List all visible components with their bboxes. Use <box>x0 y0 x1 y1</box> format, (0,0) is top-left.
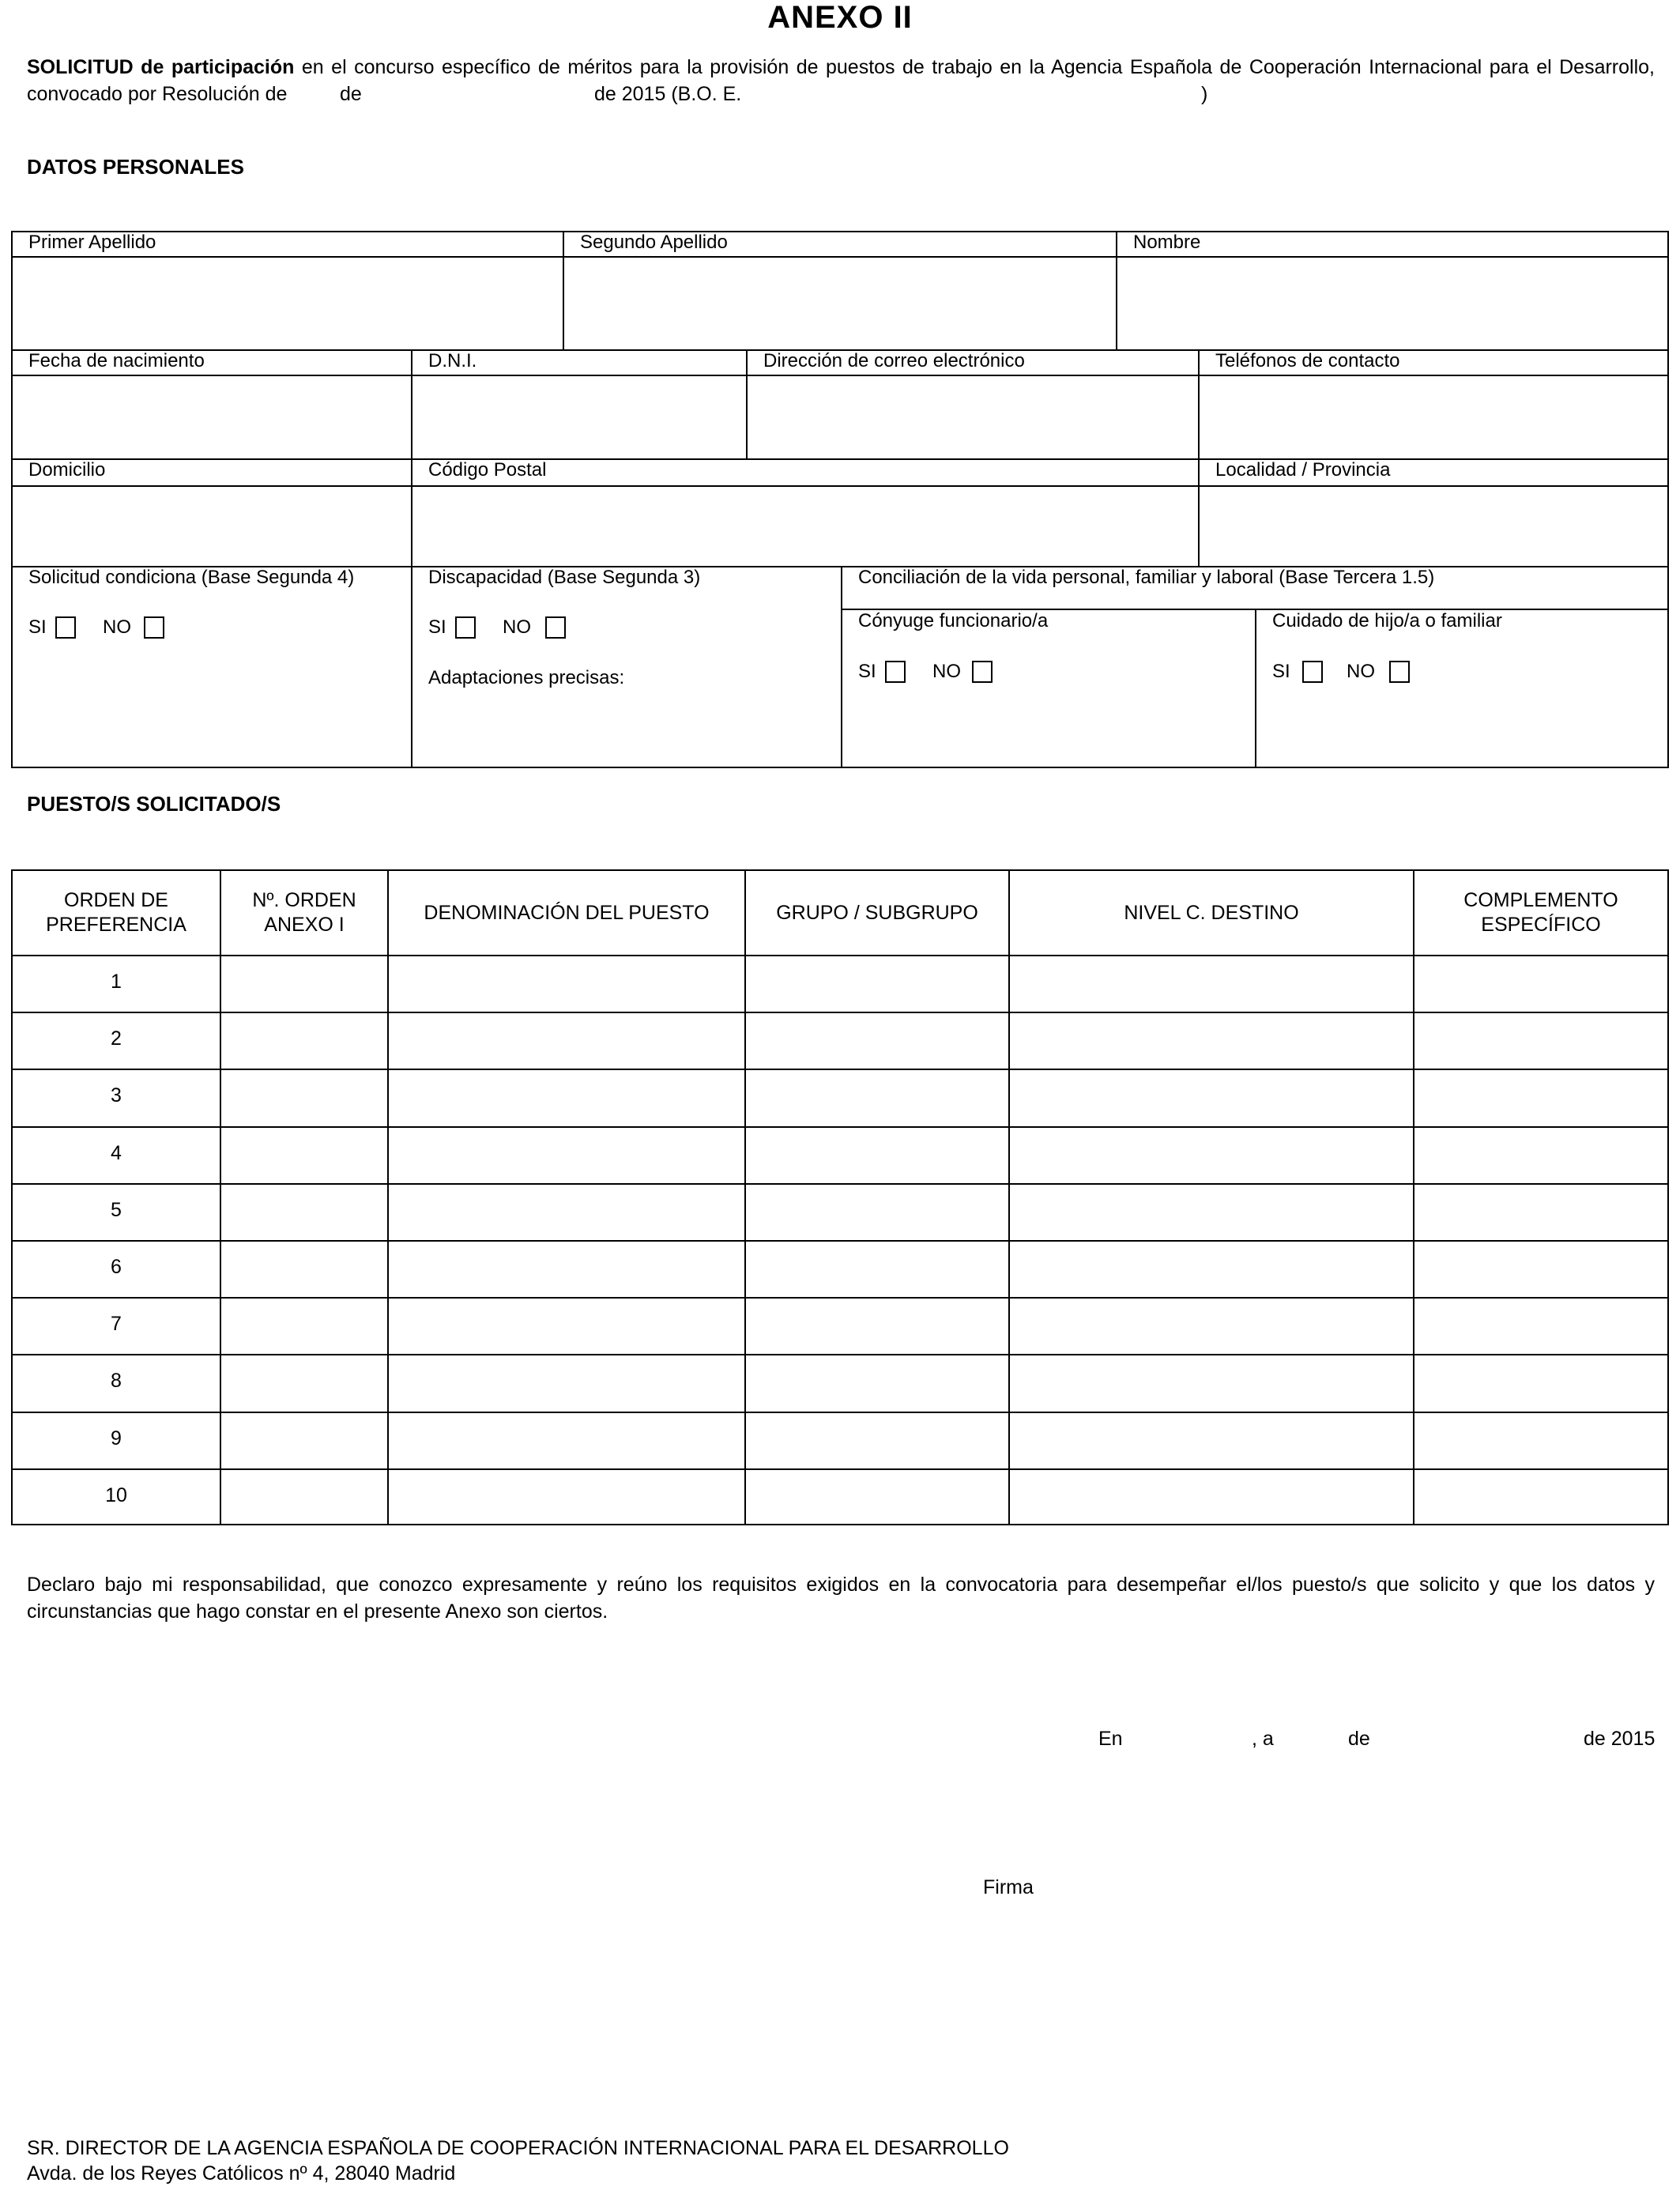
table-cell-input[interactable] <box>746 1185 1007 1238</box>
table-cell-input[interactable] <box>1414 1470 1667 1524</box>
table-cell-input[interactable] <box>1010 1242 1411 1295</box>
table-cell-input[interactable] <box>746 1013 1007 1067</box>
table-cell-input[interactable] <box>746 1299 1007 1352</box>
table-cell-input[interactable] <box>221 1013 386 1067</box>
section-datos-personales: DATOS PERSONALES <box>27 155 244 179</box>
field-fecha-nacimiento[interactable] <box>13 376 409 457</box>
row-number: 9 <box>111 1427 122 1449</box>
field-nombre[interactable] <box>1117 258 1667 348</box>
checkbox-condiciona-no[interactable] <box>144 616 164 639</box>
label-domicilio: Domicilio <box>28 459 106 481</box>
header-nivel: NIVEL C. DESTINO <box>1124 901 1299 924</box>
table-cell-input[interactable] <box>1414 1242 1667 1295</box>
label-primer-apellido: Primer Apellido <box>28 232 156 253</box>
table-cell-input[interactable] <box>1414 1355 1667 1409</box>
table-cell-input[interactable] <box>389 1355 743 1409</box>
table-cell-input[interactable] <box>389 1128 743 1182</box>
intro-bold: SOLICITUD de participación <box>27 56 295 78</box>
row-number: 4 <box>111 1142 122 1164</box>
row-number: 8 <box>111 1370 122 1392</box>
table-cell-input[interactable] <box>1414 1128 1667 1182</box>
field-segundo-apellido[interactable] <box>564 258 1114 348</box>
checkbox-condiciona-si[interactable] <box>55 616 76 639</box>
intro-close: ) <box>1201 83 1208 105</box>
checkbox-discapacidad-no[interactable] <box>545 616 566 639</box>
table-cell-input[interactable] <box>746 1128 1007 1182</box>
field-email[interactable] <box>748 376 1196 457</box>
header-grupo: GRUPO / SUBGRUPO <box>776 901 978 924</box>
label-no: NO <box>1347 661 1375 682</box>
checkbox-conyuge-no[interactable] <box>972 661 993 683</box>
table-cell-input[interactable] <box>746 1413 1007 1467</box>
table-cell-input[interactable] <box>389 1013 743 1067</box>
label-fecha-nacimiento: Fecha de nacimiento <box>28 350 205 371</box>
table-cell-input[interactable] <box>389 1242 743 1295</box>
label-email: Dirección de correo electrónico <box>763 350 1025 371</box>
label-no: NO <box>503 616 531 638</box>
label-telefonos: Teléfonos de contacto <box>1215 350 1400 371</box>
field-codigo-postal[interactable] <box>412 487 1196 564</box>
label-adaptaciones: Adaptaciones precisas: <box>428 667 625 688</box>
table-cell-input[interactable] <box>221 1355 386 1409</box>
table-cell-input[interactable] <box>221 1470 386 1524</box>
table-cell-input[interactable] <box>221 1128 386 1182</box>
label-si: SI <box>28 616 47 638</box>
table-cell-input[interactable] <box>389 1470 743 1524</box>
document-title: ANEXO II <box>767 0 913 35</box>
footer-address: Avda. de los Reyes Católicos nº 4, 28040 Madrid <box>27 2162 456 2185</box>
table-cell-input[interactable] <box>1414 1070 1667 1124</box>
table-cell-input[interactable] <box>1010 1355 1411 1409</box>
table-cell-input[interactable] <box>746 1242 1007 1295</box>
place-de: de <box>1348 1728 1370 1750</box>
field-localidad[interactable] <box>1200 487 1667 564</box>
table-cell-input[interactable] <box>221 1299 386 1352</box>
table-cell-input[interactable] <box>1414 1185 1667 1238</box>
row-number: 7 <box>111 1313 122 1335</box>
label-conyuge: Cónyuge funcionario/a <box>858 610 1049 631</box>
label-cuidado: Cuidado de hijo/a o familiar <box>1272 610 1502 631</box>
table-cell-input[interactable] <box>1010 1299 1411 1352</box>
table-cell-input[interactable] <box>1414 1013 1667 1067</box>
table-cell-input[interactable] <box>1010 1470 1411 1524</box>
place-year: de 2015 <box>1584 1728 1656 1750</box>
row-number: 5 <box>111 1199 122 1221</box>
row-number: 10 <box>105 1484 127 1506</box>
field-domicilio[interactable] <box>13 487 409 564</box>
checkbox-cuidado-si[interactable] <box>1302 661 1323 683</box>
signature-label: Firma <box>983 1876 1034 1898</box>
place-en: En <box>1098 1728 1123 1750</box>
table-cell-input[interactable] <box>1010 1128 1411 1182</box>
table-cell-input[interactable] <box>1010 1070 1411 1124</box>
table-cell-input[interactable] <box>746 956 1007 1010</box>
table-cell-input[interactable] <box>389 1070 743 1124</box>
footer-addressee: SR. DIRECTOR DE LA AGENCIA ESPAÑOLA DE COOPERACIÓN INTERNACIONAL PARA EL DESARROLLO <box>27 2137 1009 2159</box>
checkbox-conyuge-si[interactable] <box>885 661 906 683</box>
row-number: 2 <box>111 1027 122 1050</box>
label-codigo-postal: Código Postal <box>428 459 547 481</box>
header-denominacion: DENOMINACIÓN DEL PUESTO <box>424 901 710 924</box>
intro-boe: de 2015 (B.O. E. <box>594 83 742 105</box>
label-localidad: Localidad / Provincia <box>1215 459 1391 481</box>
table-cell-input[interactable] <box>389 1413 743 1467</box>
label-no: NO <box>103 616 131 638</box>
label-solicitud-condiciona: Solicitud condiciona (Base Segunda 4) <box>28 567 355 588</box>
table-cell-input[interactable] <box>221 1242 386 1295</box>
table-cell-input[interactable] <box>1414 1299 1667 1352</box>
table-cell-input[interactable] <box>221 1413 386 1467</box>
table-cell-input[interactable] <box>1010 1013 1411 1067</box>
label-si: SI <box>428 616 446 638</box>
table-cell-input[interactable] <box>1414 956 1667 1010</box>
label-si: SI <box>1272 661 1290 682</box>
table-cell-input[interactable] <box>746 1070 1007 1124</box>
label-discapacidad: Discapacidad (Base Segunda 3) <box>428 567 701 588</box>
intro-de: de <box>340 83 362 105</box>
checkbox-discapacidad-si[interactable] <box>455 616 476 639</box>
field-dni[interactable] <box>412 376 744 457</box>
row-number: 3 <box>111 1084 122 1106</box>
label-nombre: Nombre <box>1133 232 1201 253</box>
row-number: 6 <box>111 1256 122 1278</box>
label-dni: D.N.I. <box>428 350 477 371</box>
intro-paragraph <box>27 54 1655 107</box>
field-telefonos[interactable] <box>1200 376 1667 457</box>
label-no: NO <box>932 661 961 682</box>
table-cell-input[interactable] <box>389 956 743 1010</box>
table-cell-input[interactable] <box>389 1185 743 1238</box>
label-conciliacion: Conciliación de la vida personal, familiar y laboral (Base Tercera 1.5) <box>858 567 1435 588</box>
table-cell-input[interactable] <box>1010 1185 1411 1238</box>
declaration-text: Declaro bajo mi responsabilidad, que conozco expresamente y reúno los requisitos exigidos en la convocatoria para desempeñar el/los puesto/s que solicito y que los datos y circunstancias que hago constar en el presente Anexo son ciertos. <box>27 1574 1655 1623</box>
table-cell-input[interactable] <box>221 1185 386 1238</box>
row-number: 1 <box>111 971 122 993</box>
intro-text: en el concurso específico de méritos para la provisión de puestos de trabajo en la Agencia Española de Cooperación Internacional para el Desarrollo, <box>301 56 1655 78</box>
label-si: SI <box>858 661 876 682</box>
table-cell-input[interactable] <box>221 956 386 1010</box>
header-orden-preferencia: ORDEN DE PREFERENCIA <box>46 889 186 936</box>
table-cell-input[interactable] <box>746 1355 1007 1409</box>
table-cell-input[interactable] <box>1010 1413 1411 1467</box>
label-segundo-apellido: Segundo Apellido <box>580 232 728 253</box>
table-cell-input[interactable] <box>221 1070 386 1124</box>
header-orden-anexo: Nº. ORDEN ANEXO I <box>252 889 356 936</box>
table-cell-input[interactable] <box>746 1470 1007 1524</box>
checkbox-cuidado-no[interactable] <box>1389 661 1410 683</box>
table-cell-input[interactable] <box>1414 1413 1667 1467</box>
section-puestos-solicitados: PUESTO/S SOLICITADO/S <box>27 792 281 816</box>
field-primer-apellido[interactable] <box>13 258 561 348</box>
header-complemento: COMPLEMENTO ESPECÍFICO <box>1463 889 1618 936</box>
table-cell-input[interactable] <box>389 1299 743 1352</box>
place-a: , a <box>1252 1728 1274 1750</box>
table-cell-input[interactable] <box>1010 956 1411 1010</box>
intro-resolucion: convocado por Resolución de <box>27 83 288 105</box>
